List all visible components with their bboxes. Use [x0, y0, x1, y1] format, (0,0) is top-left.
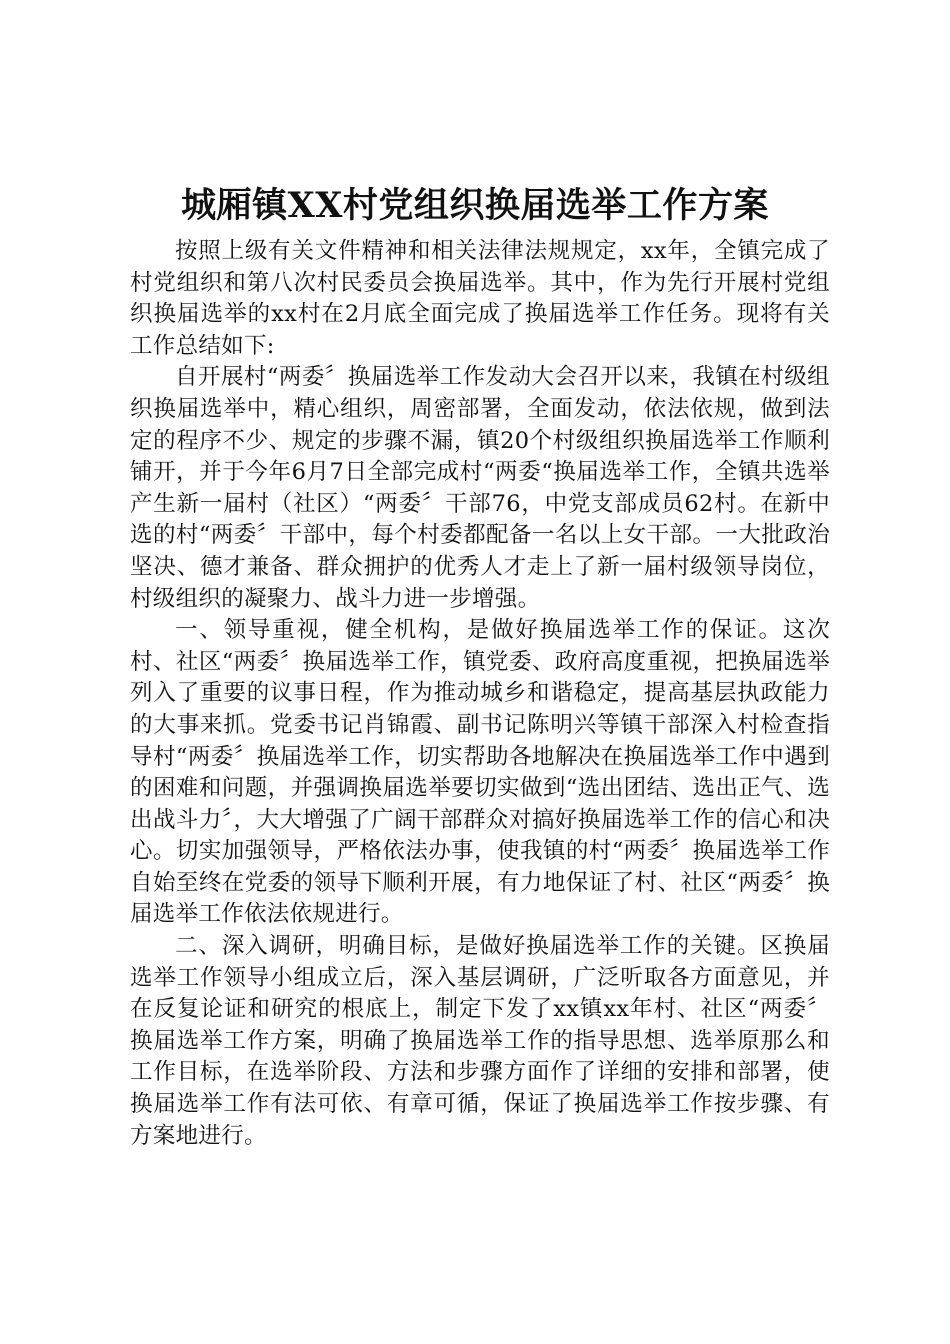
document-body: [130, 236, 830, 1152]
paragraph-section-two: 二、深入调研，明确目标，是做好换届选举工作的关键。区换届选举工作领导小组成立后，深入基层调研，广泛听取各方面意见，并在反复论证和研究的根底上，制定下发了xx镇xx年村、社区“两委〞换届选举工作方案，明确了换届选举工作的指导思想、选举原那么和工作目标，在选举阶段、方法和步骤方面作了详细的安排和部署，使换届选举工作有法可依、有章可循，保证了换届选举工作按步骤、有方案地进行。: [130, 933, 830, 1149]
paragraph-section-one: 一、领导重视，健全机构，是做好换届选举工作的保证。这次村、社区“两委〞换届选举工作，镇党委、政府高度重视，把换届选举列入了重要的议事日程，作为推动城乡和谐稳定，提高基层执政能力的大事来抓。党委书记肖锦霞、副书记陈明兴等镇干部深入村检查指导村“两委〞换届选举工作，切实帮助各地解决在换届选举工作中遇到的困难和问题，并强调换届选举要切实做到“选出团结、选出正气、选出战斗力〞，大大增强了广阔干部群众对搞好换届选举工作的信心和决心。切实加强领导，严格依法办事，使我镇的村“两委〞换届选举工作自始至终在党委的领导下顺利开展，有力地保证了村、社区“两委〞换届选举工作依法依规进行。: [130, 617, 830, 928]
document-title: 城厢镇XX村党组织换届选举工作方案: [181, 185, 769, 226]
paragraph-overview: 自开展村“两委〞换届选举工作发动大会召开以来，我镇在村级组织换届选举中，精心组织，周密部署，全面发动，依法依规，做到法定的程序不少、规定的步骤不漏，镇20个村级组织换届选举工作顺利铺开，并于今年6月7日全部完成村“两委“换届选举工作，全镇共选举产生新一届村（社区）“两委〞干部76，中党支部成员62村。在新中选的村“两委〞干部中，每个村委都配备一名以上女干部。一大批政治坚决、德才兼备、群众拥护的优秀人才走上了新一届村级领导岗位，村级组织的凝聚力、战斗力进一步增强。: [130, 364, 830, 612]
paragraph-intro: 按照上级有关文件精神和相关法律法规规定，xx年，全镇完成了村党组织和第八次村民委员会换届选举。其中，作为先行开展村党组织换届选举的xx村在2月底全面完成了换届选举工作任务。现将有关工作总结如下:: [130, 238, 830, 359]
